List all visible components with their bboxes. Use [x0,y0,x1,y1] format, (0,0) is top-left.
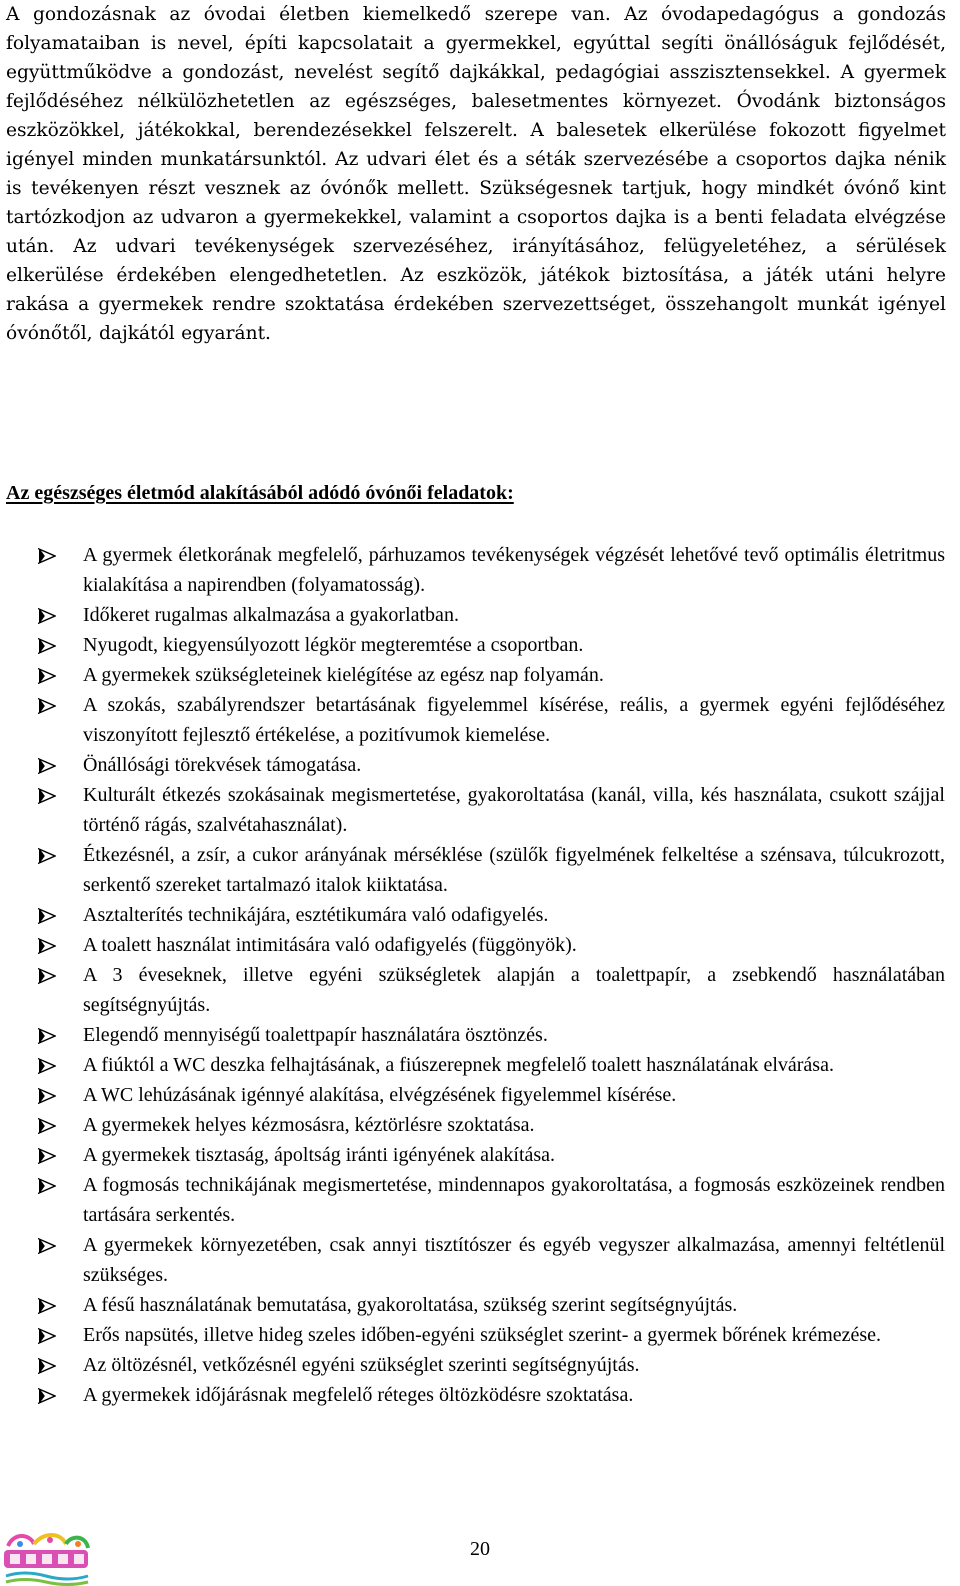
list-item-text: Kulturált étkezés szokásainak megismertetése, gyakoroltatása (kanál, villa, kés használata, csukott szájjal történő rágás, szalvétahasználat). [83,784,945,836]
list-item-text: Az öltözésnél, vetkőzésnél egyéni szükséglet szerinti segítségnyújtás. [83,1354,640,1376]
arrowhead-bullet-icon [38,1028,56,1044]
list-item-text: A szokás, szabályrendszer betartásának figyelemmel kísérése, reális, a gyermek egyéni fejlődéséhez viszonyított fejlesztő értékelése, a pozitívumok kiemelése. [83,694,945,746]
list-item-text: A fogmosás technikájának megismertetése, mindennapos gyakoroltatása, a fogmosás eszközeinek rendben tartására serkentés. [83,1174,945,1226]
list-item [38,1140,945,1170]
arrowhead-bullet-icon [38,1118,56,1134]
list-item-text: Asztalterítés technikájára, esztétikumára való odafigyelés. [83,904,549,926]
arrowhead-bullet-icon [38,1178,56,1194]
list-item [38,1020,945,1050]
arrowhead-bullet-icon [38,938,56,954]
arrowhead-bullet-icon [38,788,56,804]
list-item-text: A WC lehúzásának igénnyé alakítása, elvégzésének figyelemmel kísérése. [83,1084,677,1106]
arrowhead-bullet-icon [38,608,56,624]
list-item [38,900,945,930]
list-item-text: Elegendő mennyiségű toalettpapír használatára ösztönzés. [83,1024,548,1046]
list-item [38,690,945,750]
list-item-text: A gyermekek szükségleteinek kielégítése az egész nap folyamán. [83,664,604,686]
list-item [38,960,945,1020]
list-item-text: A gyermekek időjárásnak megfelelő réteges öltözködésre szoktatása. [83,1384,634,1406]
arrowhead-bullet-icon [38,1298,56,1314]
list-item-text: Étkezésnél, a zsír, a cukor arányának mérséklése (szülők figyelmének felkeltése a szénsava, túlcukrozott, serkentő szereket tartalmazó italok kiiktatása. [83,844,945,896]
arrowhead-bullet-icon [38,1388,56,1404]
arrowhead-bullet-icon [38,1328,56,1344]
list-item-text: A gyermek életkorának megfelelő, párhuzamos tevékenységek végzését lehetővé tevő optimális életritmus kialakítása a napirendben (folyamatosság). [83,544,945,596]
arrowhead-bullet-icon [38,1358,56,1374]
list-item [38,1050,945,1080]
list-item-text: Időkeret rugalmas alkalmazása a gyakorlatban. [83,604,459,626]
list-item [38,600,945,630]
list-item-text: A gyermekek környezetében, csak annyi tisztítószer és egyéb vegyszer alkalmazása, amennyi feltétlenül szükséges. [83,1234,945,1286]
list-item [38,840,945,900]
list-item [38,1170,945,1230]
kindergarten-logo-icon [0,1530,92,1586]
list-item [38,930,945,960]
list-item [38,1320,945,1350]
list-item [38,780,945,840]
list-item-text: A fiúktól a WC deszka felhajtásának, a fiúszerepnek megfelelő toalett használatának elvárása. [83,1054,834,1076]
list-item [38,1230,945,1290]
section-heading: Az egészséges életmód alakításából adódó óvónői feladatok: [6,482,514,504]
list-item [38,540,945,600]
list-item [38,750,945,780]
list-item [38,660,945,690]
list-item-text: A toalett használat intimitására való odafigyelés (függönyök). [83,934,577,956]
arrowhead-bullet-icon [38,758,56,774]
list-item [38,1380,945,1410]
list-item-text: A fésű használatának bemutatása, gyakoroltatása, szükség szerint segítségnyújtás. [83,1294,738,1316]
arrowhead-bullet-icon [38,1058,56,1074]
arrowhead-bullet-icon [38,698,56,714]
arrowhead-bullet-icon [38,908,56,924]
arrowhead-bullet-icon [38,1238,56,1254]
arrowhead-bullet-icon [38,548,56,564]
arrowhead-bullet-icon [38,668,56,684]
intro-paragraph: A gondozásnak az óvodai életben kiemelkedő szerepe van. Az óvodapedagógus a gondozás folyamataiban is nevel, építi kapcsolatait a gyermekkel, egyúttal segíti önállóságuk fejlődését, együttműködve a gondozást, nevelést segítő dajkákkal, pedagógiai asszisztensekkel. A gyermek fejlődéséhez nélkülözhetetlen az egészséges, balesetmentes környezet. Óvodánk biztonságos eszközökkel, játékokkal, berendezésekkel felszerelt. A balesetek elkerülése fokozott figyelmet igényel minden munkatársunktól. Az udvari élet és a séták szervezésébe a csoportos dajka nénik is tevékenyen részt vesznek az óvónők mellett. Szükségesnek tartjuk, hogy mindkét óvónő kint tartózkodjon az udvaron a gyermekekkel, valamint a csoportos dajka is a benti feladata elvégzése után. Az udvari tevékenységek szervezéséhez, irányításához, felügyeletéhez, a sérülések elkerülése érdekében elengedhetetlen. Az eszközök, játékok biztosítása, a játék utáni helyre rakása a gyermekek rendre szoktatása érdekében szervezettséget, összehangolt munkát igényel óvónőtől, dajkától egyaránt. [6,4,946,344]
list-item [38,1080,945,1110]
arrowhead-bullet-icon [38,1088,56,1104]
list-item-text: Nyugodt, kiegyensúlyozott légkör megteremtése a csoportban. [83,634,584,656]
list-item [38,1110,945,1140]
list-item-text: Önállósági törekvések támogatása. [83,754,362,776]
list-item-text: A gyermekek tisztaság, ápoltság iránti igényének alakítása. [83,1144,556,1166]
list-item-text: A 3 éveseknek, illetve egyéni szükségletek alapján a toalettpapír, a zsebkendő használatában segítségnyújtás. [83,964,945,1016]
list-item [38,630,945,660]
list-item [38,1290,945,1320]
arrowhead-bullet-icon [38,1148,56,1164]
page-number: 20 [470,1538,490,1560]
arrowhead-bullet-icon [38,848,56,864]
list-item-text: Erős napsütés, illetve hideg szeles időben-egyéni szükséglet szerint- a gyermek bőrének krémezése. [83,1324,882,1346]
list-item-text: A gyermekek helyes kézmosásra, kéztörlésre szoktatása. [83,1114,535,1136]
arrowhead-bullet-icon [38,968,56,984]
task-list [38,540,945,1410]
arrowhead-bullet-icon [38,638,56,654]
list-item [38,1350,945,1380]
